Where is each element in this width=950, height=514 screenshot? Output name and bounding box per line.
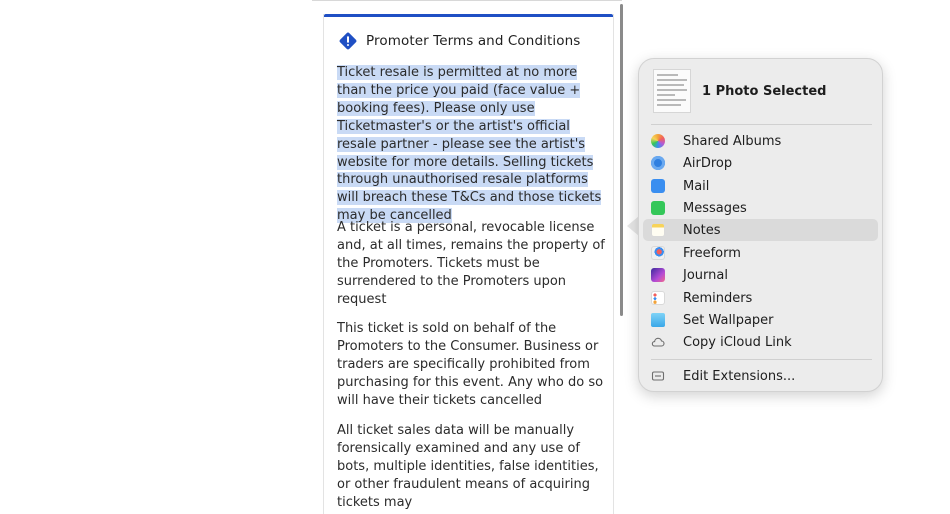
- freeform-icon: [651, 246, 665, 260]
- menu-divider: [651, 124, 872, 125]
- menu-divider: [651, 359, 872, 360]
- photo-thumbnail: [653, 69, 691, 113]
- card-header: [338, 31, 580, 51]
- journal-icon: [651, 268, 665, 282]
- selected-text: Ticket resale is permitted at no more than the price you paid (face value + booking fees). Please only use Ticketmaster's or the artist's official resale partner - please see the artist's website for more details. Selling tickets through unauthorised resale platforms will breach these T&Cs and those tickets may be cancelled: [337, 65, 602, 224]
- top-divider: [312, 0, 622, 1]
- card-accent-bar: [324, 14, 613, 17]
- icloud-link-icon: [651, 335, 665, 349]
- menu-item-notes[interactable]: Notes: [643, 219, 878, 241]
- terms-paragraph-license: A ticket is a personal, revocable license and, at all times, remains the property of the Promoters. Tickets must be surrendered to the Promoters upon request: [337, 220, 605, 307]
- menu-item-airdrop[interactable]: AirDrop: [643, 152, 878, 174]
- menu-item-journal[interactable]: Journal: [643, 264, 878, 286]
- airdrop-icon: [651, 156, 665, 170]
- terms-paragraph-consumer: This ticket is sold on behalf of the Promoters to the Consumer. Business or traders are specifically prohibited from purchasing for this event. Any who do so will have their tickets cancelled: [337, 321, 604, 408]
- menu-item-edit-extensions[interactable]: [643, 365, 878, 387]
- menu-item-freeform[interactable]: Freeform: [643, 242, 878, 264]
- share-menu-title: 1 Photo Selected: [702, 83, 827, 99]
- scrollbar-thumb[interactable]: [620, 4, 623, 316]
- terms-card: [323, 14, 614, 514]
- photos-icon: [651, 134, 665, 148]
- menu-item-set-wallpaper[interactable]: Set Wallpaper: [643, 309, 878, 331]
- notes-icon: [651, 223, 665, 237]
- reminders-icon: [651, 291, 665, 305]
- menu-item-reminders[interactable]: Reminders: [643, 287, 878, 309]
- messages-icon: [651, 201, 665, 215]
- share-menu: [638, 58, 883, 392]
- mail-icon: [651, 179, 665, 193]
- terms-paragraph-resale: [337, 64, 607, 225]
- edit-extensions-label: Edit Extensions...: [683, 368, 796, 384]
- card-title: Promoter Terms and Conditions: [366, 33, 581, 49]
- extensions-icon: [651, 369, 665, 383]
- share-menu-header: [653, 69, 826, 113]
- terms-paragraph-forensic: All ticket sales data will be manually forensically examined and any use of bots, multiple identities, false identities, or other fraudulent means of acquiring tickets may: [337, 423, 599, 510]
- wallpaper-icon: [651, 313, 665, 327]
- menu-item-shared-albums[interactable]: Shared Albums: [643, 130, 878, 152]
- menu-item-mail[interactable]: Mail: [643, 175, 878, 197]
- menu-item-messages[interactable]: Messages: [643, 197, 878, 219]
- menu-item-copy-icloud-link[interactable]: Copy iCloud Link: [643, 331, 878, 353]
- info-diamond-icon: [338, 31, 358, 51]
